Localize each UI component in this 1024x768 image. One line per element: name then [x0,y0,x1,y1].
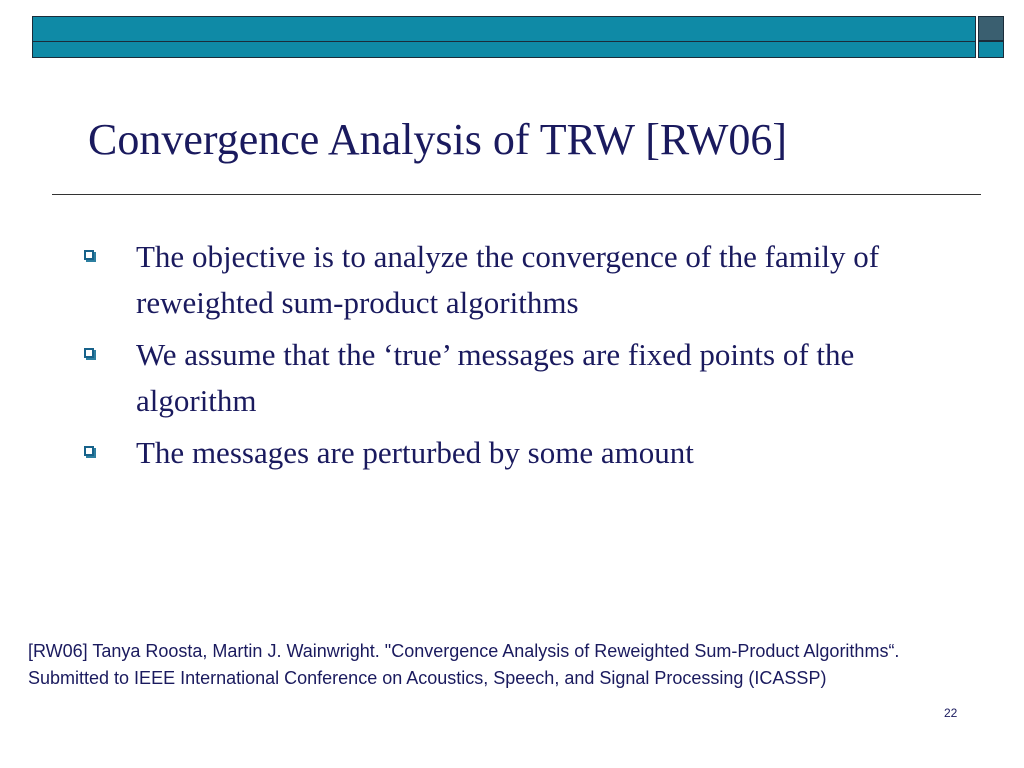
hollow-square-bullet-icon [84,250,94,260]
hollow-square-bullet-icon [84,348,94,358]
page-number: 22 [944,706,958,720]
header-banner [32,16,976,58]
bullet-text: The objective is to analyze the convergence of the family of reweighted sum-product algorithms [136,239,880,320]
bullet-item [84,332,964,424]
title-divider [52,194,981,195]
banner-divider [33,41,975,42]
bullet-item [84,234,964,326]
banner-corner-top [978,16,1004,41]
bullet-list [84,234,964,482]
banner-corner-bottom [978,41,1004,58]
hollow-square-bullet-icon [84,446,94,456]
reference-citation: [RW06] Tanya Roosta, Martin J. Wainwright. "Convergence Analysis of Reweighted Sum-Product Algorithms“. Submitted to IEEE International Conference on Acoustics, Speech, and Signal Processing (ICASSP) [28,641,900,688]
bullet-text: The messages are perturbed by some amount [136,435,694,470]
bullet-text: We assume that the ‘true’ messages are fixed points of the algorithm [136,337,855,418]
slide-title: Convergence Analysis of TRW [RW06] [88,115,788,164]
bullet-item [84,430,964,476]
